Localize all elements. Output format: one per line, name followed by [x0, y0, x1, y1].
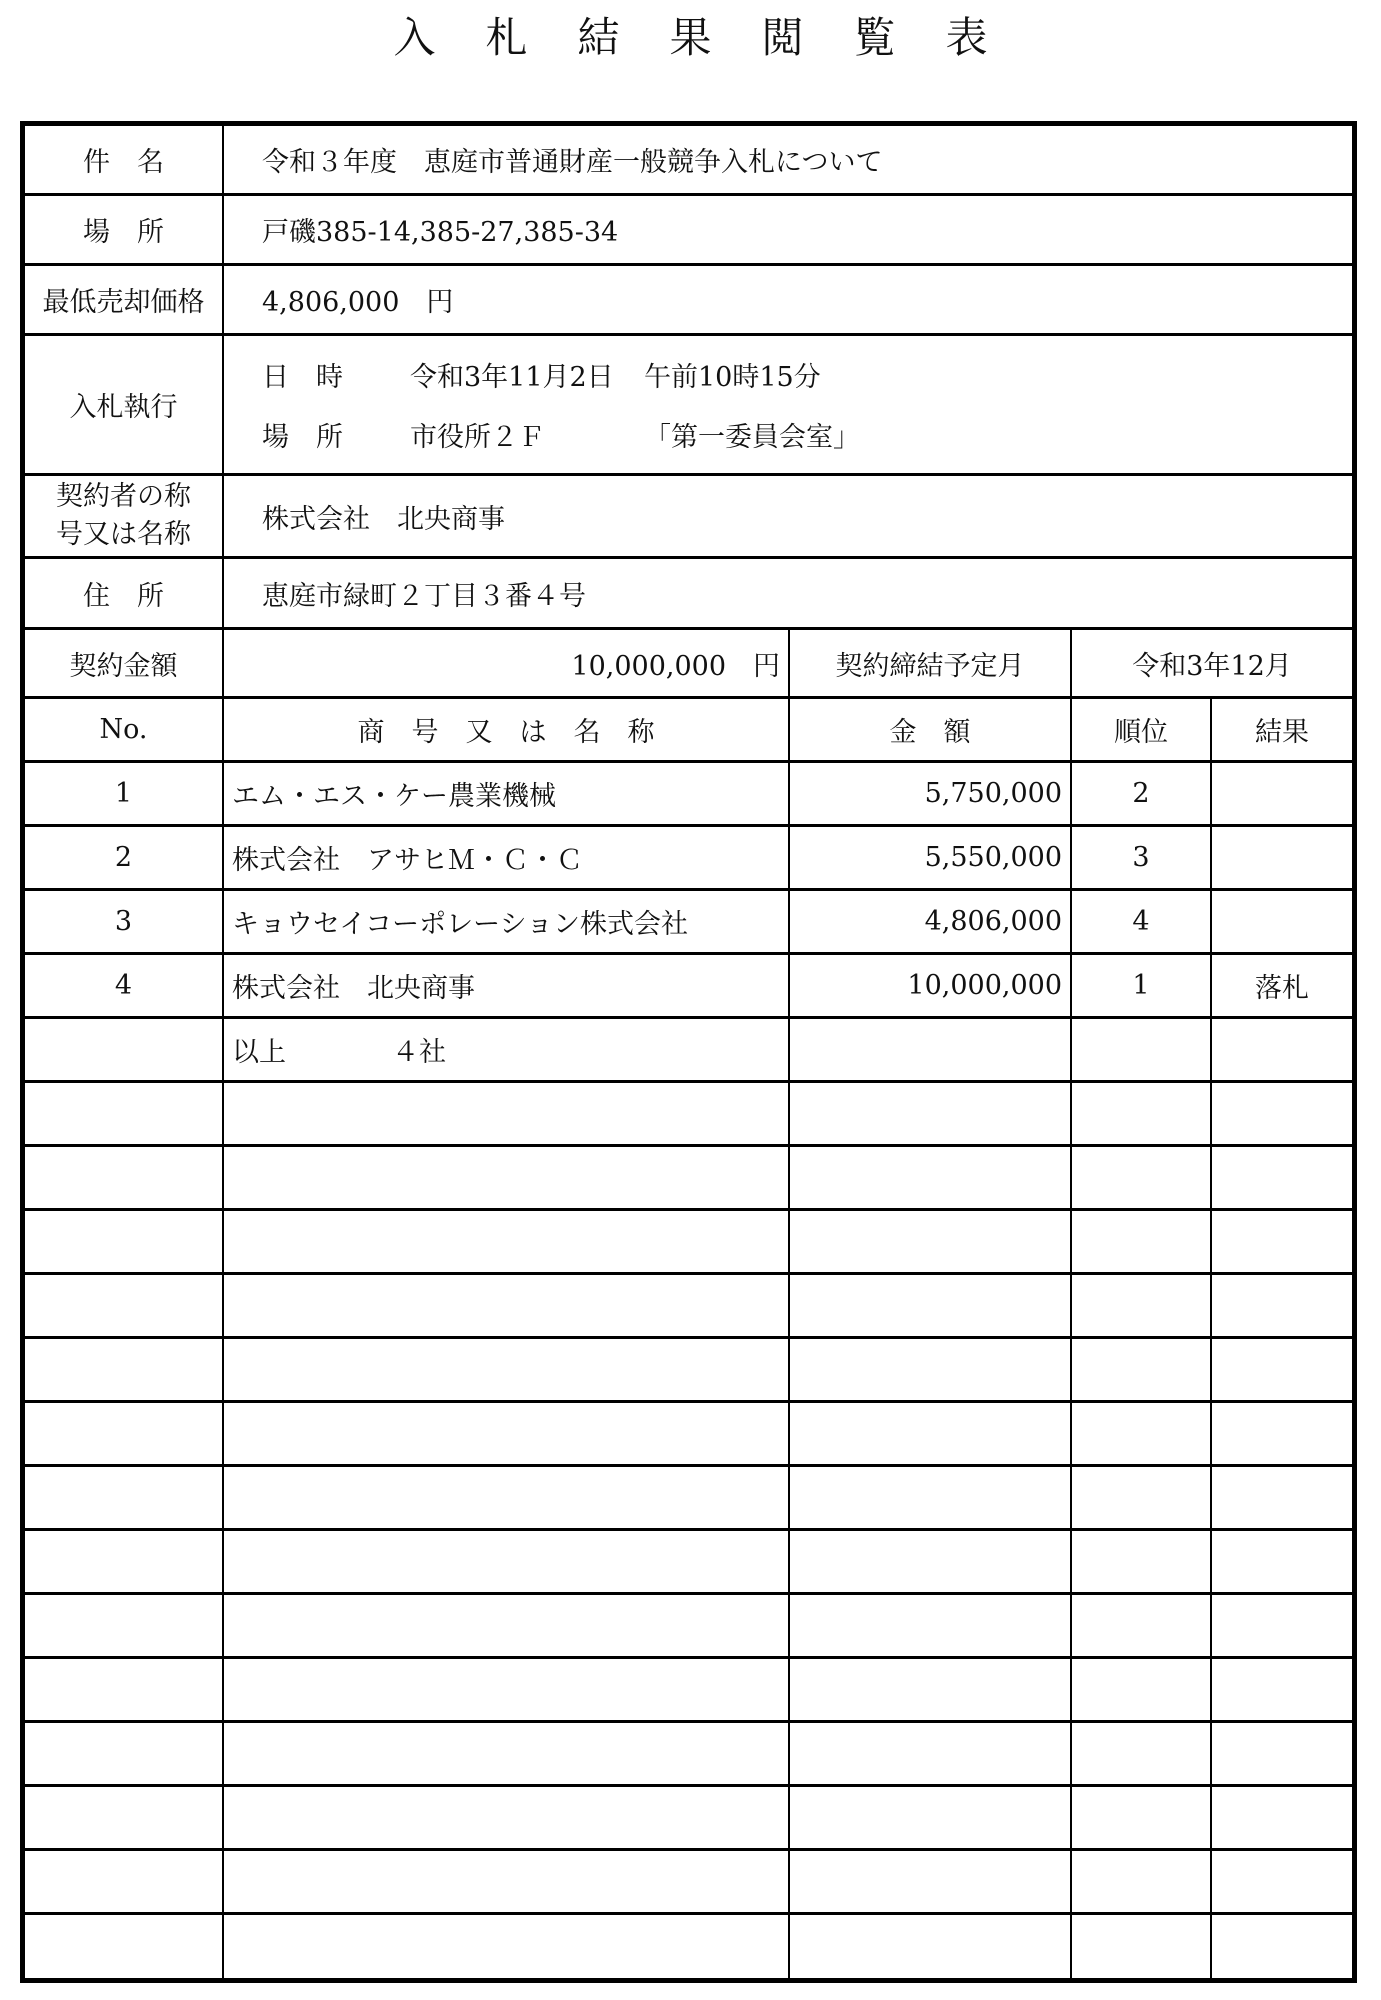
empty-cell [25, 1851, 224, 1912]
empty-cell [1212, 1915, 1352, 1979]
empty-cell [1212, 1083, 1352, 1144]
contract-month-label: 契約締結予定月 [790, 630, 1072, 696]
place-label: 場 所 [262, 422, 343, 453]
empty-cell [790, 1339, 1072, 1400]
row-min-price [25, 266, 1352, 336]
row-contractor [25, 476, 1352, 559]
empty-cell [224, 1147, 790, 1208]
empty-cell [790, 1723, 1072, 1784]
result-amount: 5,750,000 [790, 763, 1072, 824]
contractor-label-line2: 号又は名称 [56, 519, 191, 550]
summary-cell [224, 1019, 790, 1080]
row-subject [25, 126, 1352, 196]
result-name: キョウセイコーポレーション株式会社 [224, 891, 790, 952]
summary-result-empty [1212, 1019, 1352, 1080]
header-result: 結果 [1255, 717, 1309, 748]
result-status [1212, 891, 1352, 952]
empty-cell [25, 1211, 224, 1272]
summary-label: 以上 [232, 1037, 286, 1068]
row-contract [25, 630, 1352, 699]
empty-cell [790, 1787, 1072, 1848]
empty-cell [1212, 1275, 1352, 1336]
empty-cell [1072, 1659, 1212, 1720]
empty-cell [1212, 1403, 1352, 1464]
empty-cell [790, 1851, 1072, 1912]
empty-cell [1072, 1467, 1212, 1528]
summary-amount-empty [790, 1019, 1072, 1080]
min-price-label: 最低売却価格 [25, 266, 224, 333]
result-row [25, 891, 1352, 955]
empty-cell [1212, 1339, 1352, 1400]
empty-cell [25, 1659, 224, 1720]
empty-cell [1072, 1531, 1212, 1592]
empty-cell [224, 1595, 790, 1656]
empty-row [25, 1787, 1352, 1851]
address-label: 住 所 [25, 559, 224, 627]
empty-cell [224, 1083, 790, 1144]
result-rank: 2 [1072, 763, 1212, 824]
empty-row [25, 1659, 1352, 1723]
empty-cell [1072, 1403, 1212, 1464]
result-rank: 1 [1072, 955, 1212, 1016]
place-building: 市役所２Ｆ [410, 422, 545, 453]
contractor-label-line1: 契約者の称 [56, 481, 191, 512]
empty-cell [224, 1531, 790, 1592]
empty-cell [790, 1403, 1072, 1464]
empty-cell [1072, 1083, 1212, 1144]
empty-cell [790, 1275, 1072, 1336]
results-header [25, 699, 1352, 763]
empty-cell [25, 1275, 224, 1336]
empty-cell [224, 1723, 790, 1784]
empty-cell [790, 1147, 1072, 1208]
execution-label: 入札執行 [25, 336, 224, 473]
empty-cell [1212, 1723, 1352, 1784]
empty-row [25, 1851, 1352, 1915]
result-status [1212, 763, 1352, 824]
contractor-label [25, 476, 224, 556]
summary-empty [25, 1019, 224, 1080]
datetime-label: 日 時 [262, 362, 343, 393]
header-no: No. [25, 699, 224, 760]
empty-cell [224, 1467, 790, 1528]
empty-cell [25, 1339, 224, 1400]
empty-cell [1212, 1595, 1352, 1656]
empty-cell [224, 1659, 790, 1720]
summary-rank-empty [1072, 1019, 1212, 1080]
summary-row [25, 1019, 1352, 1083]
execution-value [224, 336, 1352, 473]
contract-amount-label: 契約金額 [25, 630, 224, 696]
empty-cell [1212, 1851, 1352, 1912]
empty-cell [790, 1531, 1072, 1592]
empty-cell [1072, 1723, 1212, 1784]
empty-cell [1212, 1659, 1352, 1720]
empty-cell [1212, 1467, 1352, 1528]
result-row [25, 763, 1352, 827]
empty-row [25, 1403, 1352, 1467]
empty-cell [25, 1595, 224, 1656]
empty-cell [1212, 1211, 1352, 1272]
header-amount: 金 額 [790, 699, 1072, 760]
result-status [1212, 827, 1352, 888]
min-price-value: 4,806,000 円 [262, 287, 454, 318]
summary-count: ４社 [392, 1037, 446, 1068]
empty-cell [224, 1211, 790, 1272]
execution-place [262, 405, 860, 465]
empty-cell [25, 1915, 224, 1979]
header-rank: 順位 [1072, 699, 1212, 760]
empty-row [25, 1211, 1352, 1275]
result-row [25, 827, 1352, 891]
empty-cell [25, 1147, 224, 1208]
empty-row [25, 1147, 1352, 1211]
result-rank: 4 [1072, 891, 1212, 952]
empty-cell [790, 1915, 1072, 1979]
empty-cell [25, 1531, 224, 1592]
result-no: 2 [25, 827, 224, 888]
empty-cell [224, 1787, 790, 1848]
result-amount: 4,806,000 [790, 891, 1072, 952]
result-no: 3 [25, 891, 224, 952]
empty-row [25, 1915, 1352, 1979]
address-value: 恵庭市緑町２丁目３番４号 [262, 580, 586, 612]
contract-amount-value: 10,000,000 円 [224, 630, 790, 696]
result-status: 落札 [1255, 973, 1309, 1004]
empty-cell [224, 1851, 790, 1912]
contract-month-value: 令和3年12月 [1132, 650, 1292, 682]
execution-datetime [262, 345, 821, 405]
result-name: 株式会社 アサヒＭ・Ｃ・Ｃ [224, 827, 790, 888]
result-name: 株式会社 北央商事 [224, 955, 790, 1016]
datetime-time: 午前10時15分 [644, 362, 821, 393]
empty-cell [1072, 1211, 1212, 1272]
place-room: 「第一委員会室」 [644, 422, 860, 453]
empty-cell [790, 1659, 1072, 1720]
subject-value: 令和３年度 恵庭市普通財産一般競争入札について [262, 147, 883, 178]
row-execution [25, 336, 1352, 476]
empty-cell [25, 1403, 224, 1464]
result-no: 4 [25, 955, 224, 1016]
bid-result-table [20, 121, 1357, 1983]
location-label: 場 所 [25, 196, 224, 263]
empty-row [25, 1723, 1352, 1787]
page-title: 入札結果閲覧表 [393, 13, 1038, 62]
empty-cell [224, 1915, 790, 1979]
empty-cell [25, 1467, 224, 1528]
empty-row [25, 1531, 1352, 1595]
empty-row [25, 1083, 1352, 1147]
empty-cell [25, 1723, 224, 1784]
empty-cell [790, 1595, 1072, 1656]
empty-cell [1072, 1851, 1212, 1912]
empty-cell [1212, 1531, 1352, 1592]
empty-cell [224, 1339, 790, 1400]
contractor-value: 株式会社 北央商事 [262, 503, 505, 535]
empty-cell [25, 1083, 224, 1144]
header-name: 商 号 又 は 名 称 [224, 699, 790, 760]
empty-cell [1212, 1787, 1352, 1848]
empty-row [25, 1467, 1352, 1531]
datetime-date: 令和3年11月2日 [410, 362, 614, 393]
empty-cell [224, 1275, 790, 1336]
location-value: 戸磯385-14,385-27,385-34 [262, 217, 619, 248]
empty-cell [1072, 1275, 1212, 1336]
result-amount: 10,000,000 [790, 955, 1072, 1016]
empty-cell [1072, 1147, 1212, 1208]
result-name: エム・エス・ケー農業機械 [224, 763, 790, 824]
result-row [25, 955, 1352, 1019]
empty-row [25, 1275, 1352, 1339]
result-amount: 5,550,000 [790, 827, 1072, 888]
empty-row [25, 1339, 1352, 1403]
empty-cell [1212, 1147, 1352, 1208]
result-no: 1 [25, 763, 224, 824]
empty-cell [1072, 1787, 1212, 1848]
empty-cell [1072, 1915, 1212, 1979]
row-address [25, 559, 1352, 630]
empty-cell [790, 1083, 1072, 1144]
empty-cell [790, 1211, 1072, 1272]
subject-label: 件 名 [25, 126, 224, 193]
empty-cell [1072, 1339, 1212, 1400]
empty-row [25, 1595, 1352, 1659]
empty-cell [1072, 1595, 1212, 1656]
empty-cell [790, 1467, 1072, 1528]
result-rank: 3 [1072, 827, 1212, 888]
empty-cell [224, 1403, 790, 1464]
empty-cell [25, 1787, 224, 1848]
row-location [25, 196, 1352, 266]
